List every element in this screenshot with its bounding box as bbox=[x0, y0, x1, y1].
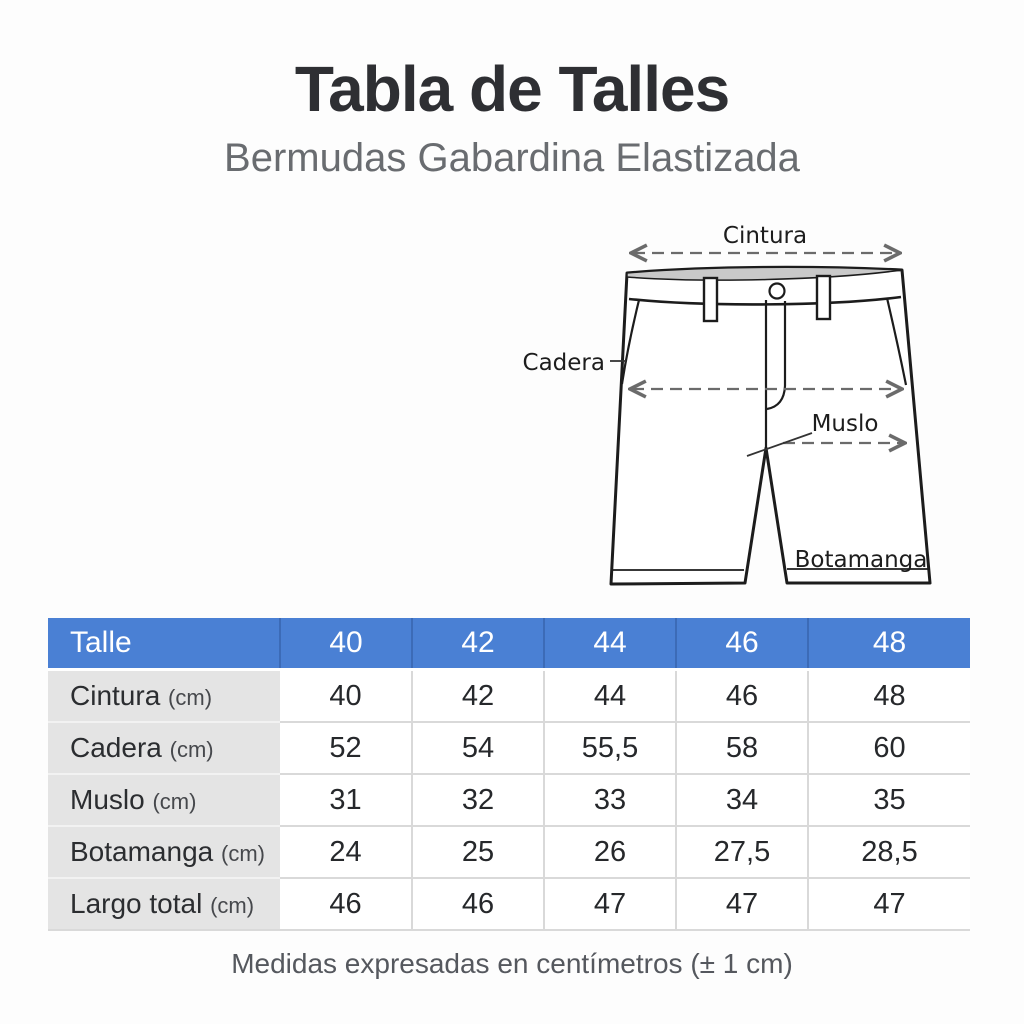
size-table-header-row bbox=[48, 618, 970, 670]
table-cell: 40 bbox=[280, 670, 412, 723]
table-cell: 55,5 bbox=[544, 722, 676, 774]
row-label: Largo total bbox=[70, 888, 203, 919]
row-label-cell bbox=[48, 826, 280, 878]
table-cell: 46 bbox=[676, 670, 808, 723]
table-cell: 47 bbox=[808, 878, 970, 930]
row-label: Cintura bbox=[70, 680, 161, 711]
header-cell-size: 40 bbox=[280, 618, 412, 670]
table-cell: 27,5 bbox=[676, 826, 808, 878]
table-cell: 47 bbox=[544, 878, 676, 930]
row-label-cell bbox=[48, 670, 280, 723]
size-table bbox=[48, 618, 970, 931]
table-cell: 54 bbox=[412, 722, 544, 774]
header-cell-size: 44 bbox=[544, 618, 676, 670]
row-unit: (cm) bbox=[168, 685, 213, 710]
measurements-footnote: Medidas expresadas en centímetros (± 1 cm) bbox=[231, 948, 793, 979]
table-row-botamanga bbox=[48, 826, 970, 878]
table-cell: 25 bbox=[412, 826, 544, 878]
shorts-diagram-icon bbox=[478, 206, 990, 612]
table-cell: 28,5 bbox=[808, 826, 970, 878]
header-cell-size: 46 bbox=[676, 618, 808, 670]
diagram-label-cintura: Cintura bbox=[722, 223, 808, 249]
table-cell: 46 bbox=[280, 878, 412, 930]
table-cell: 32 bbox=[412, 774, 544, 826]
row-unit: (cm) bbox=[210, 893, 255, 918]
row-label-cell bbox=[48, 774, 280, 826]
page-subtitle: Bermudas Gabardina Elastizada bbox=[224, 136, 800, 180]
table-cell: 31 bbox=[280, 774, 412, 826]
table-cell: 47 bbox=[676, 878, 808, 930]
row-unit: (cm) bbox=[221, 841, 265, 866]
table-row-muslo bbox=[48, 774, 970, 826]
row-unit: (cm) bbox=[152, 789, 197, 814]
table-row-largo-total bbox=[48, 878, 970, 930]
diagram-label-muslo: Muslo bbox=[811, 411, 879, 437]
header-cell-size: 48 bbox=[808, 618, 970, 670]
table-cell: 58 bbox=[676, 722, 808, 774]
table-cell: 52 bbox=[280, 722, 412, 774]
belt-loop-left bbox=[704, 278, 717, 321]
table-cell: 33 bbox=[544, 774, 676, 826]
table-row-cintura bbox=[48, 670, 970, 723]
row-label: Cadera bbox=[70, 732, 162, 763]
diagram-label-cadera: Cadera bbox=[522, 350, 605, 376]
table-cell: 24 bbox=[280, 826, 412, 878]
shorts-outline bbox=[611, 267, 930, 584]
table-cell: 46 bbox=[412, 878, 544, 930]
row-unit: (cm) bbox=[169, 737, 214, 762]
row-label: Muslo bbox=[70, 784, 145, 815]
table-cell: 60 bbox=[808, 722, 970, 774]
page-title: Tabla de Talles bbox=[294, 53, 730, 125]
row-label-cell bbox=[48, 722, 280, 774]
table-cell: 42 bbox=[412, 670, 544, 723]
table-cell: 48 bbox=[808, 670, 970, 723]
table-cell: 35 bbox=[808, 774, 970, 826]
diagram-label-botamanga: Botamanga bbox=[794, 547, 928, 573]
belt-loop-right bbox=[817, 276, 830, 319]
header-cell-talle: Talle bbox=[48, 618, 280, 670]
table-cell: 26 bbox=[544, 826, 676, 878]
table-cell: 44 bbox=[544, 670, 676, 723]
row-label: Botamanga bbox=[70, 836, 214, 867]
table-row-cadera bbox=[48, 722, 970, 774]
row-label-cell bbox=[48, 878, 280, 930]
table-cell: 34 bbox=[676, 774, 808, 826]
header-cell-size: 42 bbox=[412, 618, 544, 670]
